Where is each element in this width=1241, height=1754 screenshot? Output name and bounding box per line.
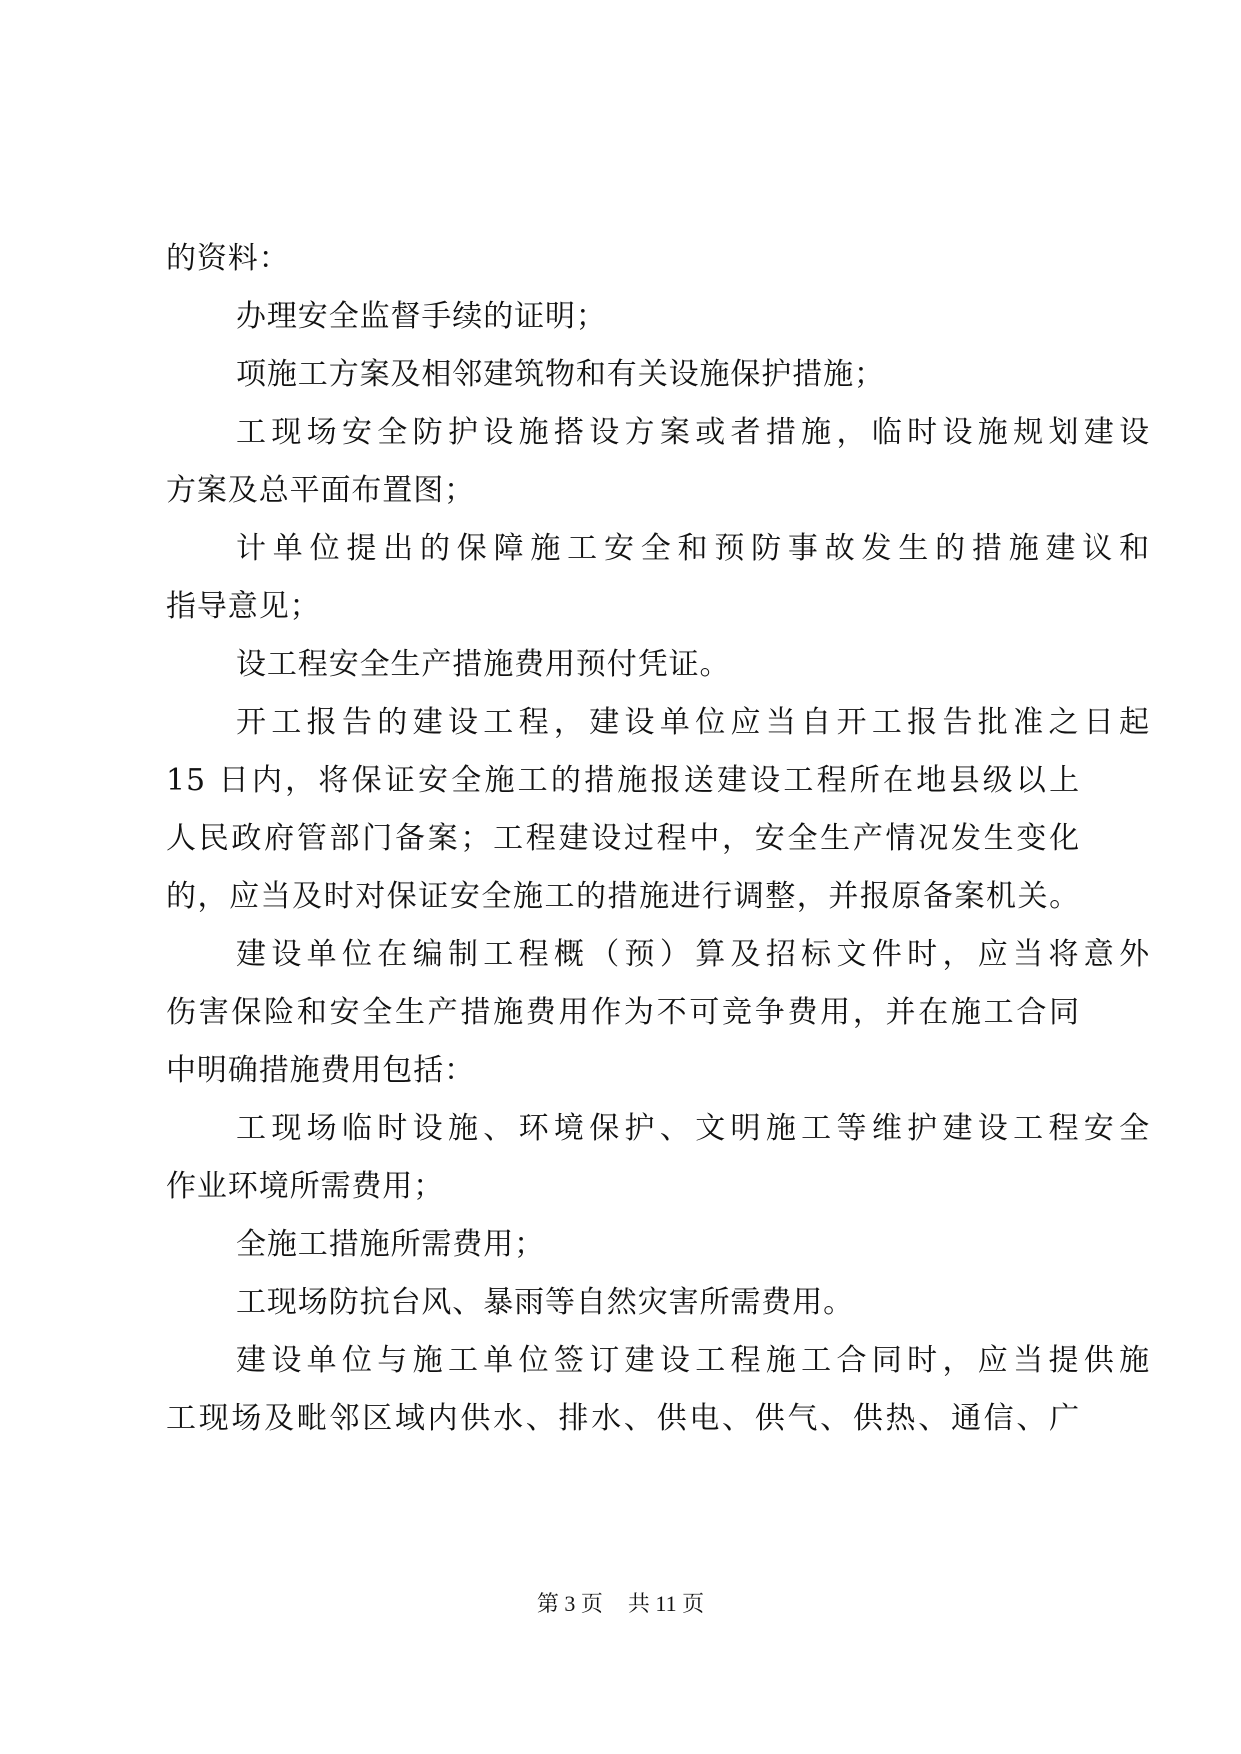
text-line: 人民政府管部门备案；工程建设过程中，安全生产情况发生变化 <box>166 821 1080 856</box>
text-line: 作业环境所需费用； <box>166 1169 445 1204</box>
page-footer <box>0 1589 1241 1619</box>
text-line: 开工报告的建设工程，建设单位应当自开工报告批准之日起 <box>236 705 1150 740</box>
text-line: 的资料： <box>166 241 290 276</box>
text-line: 建设单位在编制工程概（预）算及招标文件时，应当将意外 <box>236 937 1150 972</box>
page-total: 共 11 页 <box>627 1591 705 1616</box>
text-line: 伤害保险和安全生产措施费用作为不可竞争费用，并在施工合同 <box>166 995 1080 1030</box>
text-line: 指导意见； <box>166 589 321 624</box>
text-line: 15 日内，将保证安全施工的措施报送建设工程所在地县级以上 <box>166 763 1080 798</box>
text-line: 工现场及毗邻区域内供水、排水、供电、供气、供热、通信、广 <box>166 1401 1080 1436</box>
text-line: 设工程安全生产措施费用预付凭证。 <box>236 647 731 682</box>
text-line: 方案及总平面布置图； <box>166 473 475 508</box>
text-line: 全施工措施所需费用； <box>236 1227 545 1262</box>
text-line: 项施工方案及相邻建筑物和有关设施保护措施； <box>236 357 885 392</box>
text-line: 中明确措施费用包括： <box>166 1053 475 1088</box>
page-number: 第 3 页 <box>536 1591 603 1616</box>
text-line: 的，应当及时对保证安全施工的措施进行调整，并报原备案机关。 <box>166 879 1080 914</box>
text-line: 建设单位与施工单位签订建设工程施工合同时，应当提供施 <box>236 1343 1150 1378</box>
text-line: 计单位提出的保障施工安全和预防事故发生的措施建议和 <box>236 531 1150 566</box>
document-body <box>166 230 1150 1448</box>
text-line: 工现场临时设施、环境保护、文明施工等维护建设工程安全 <box>236 1111 1150 1146</box>
text-line: 工现场安全防护设施搭设方案或者措施，临时设施规划建设 <box>236 415 1150 450</box>
text-line: 工现场防抗台风、暴雨等自然灾害所需费用。 <box>236 1285 854 1320</box>
text-line: 办理安全监督手续的证明； <box>236 299 607 334</box>
